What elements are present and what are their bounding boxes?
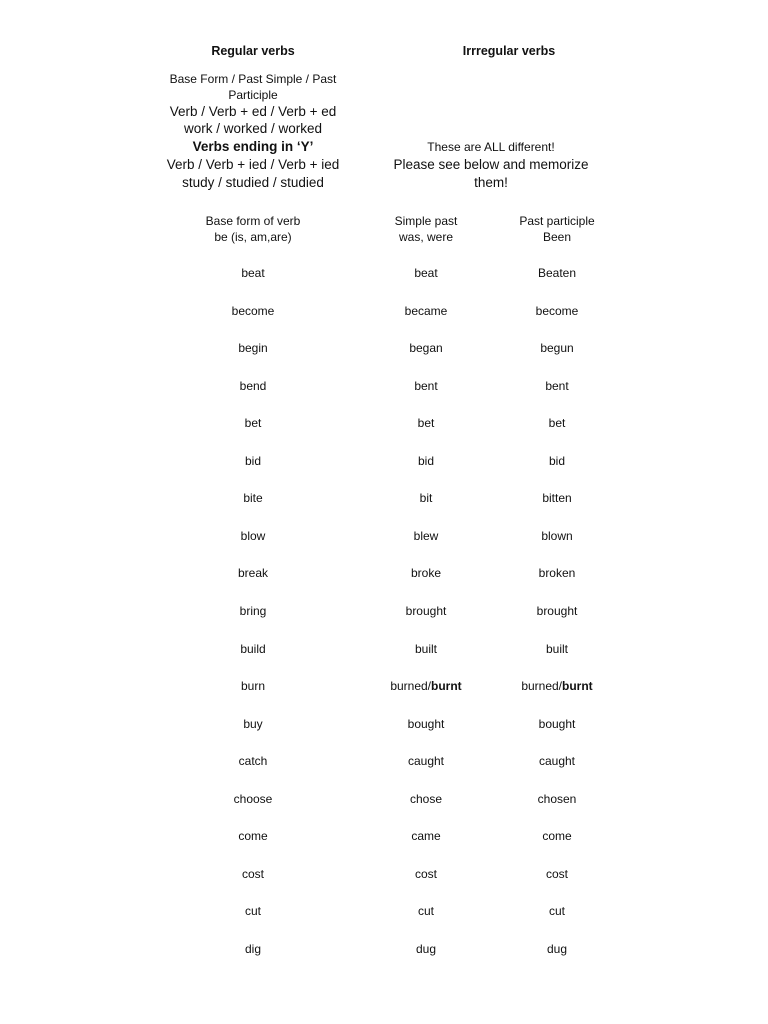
cell-simple-past: blew bbox=[413, 529, 439, 543]
cell-past-participle: cost bbox=[545, 867, 568, 881]
cell-base: bend bbox=[239, 379, 267, 393]
cell-simple-past: came bbox=[411, 829, 441, 843]
cell-simple-past: bid bbox=[417, 454, 434, 468]
cell-base: choose bbox=[233, 792, 273, 806]
y-verbs-example: study / studied / studied bbox=[182, 175, 324, 190]
first-row-base: be (is, am,are) bbox=[214, 230, 292, 244]
cell-base: catch bbox=[238, 754, 268, 768]
cell-past-participle bbox=[487, 679, 627, 693]
cell-past-participle: blown bbox=[541, 529, 573, 543]
cell-past-participle: built bbox=[545, 642, 568, 656]
cell-simple-past: built bbox=[414, 642, 437, 656]
regular-pattern: Verb / Verb + ed / Verb + ed bbox=[169, 104, 337, 119]
cell-base: bet bbox=[244, 416, 262, 430]
cell-simple-past: dug bbox=[415, 942, 437, 956]
cell-past-participle: cut bbox=[548, 904, 565, 918]
cell-simple-past: bet bbox=[417, 416, 435, 430]
header-base-label: Base form of verb bbox=[205, 214, 301, 228]
cell-past-participle: broken bbox=[538, 566, 576, 580]
first-row-past-participle: Been bbox=[542, 230, 572, 244]
header-past-participle-label: Past participle bbox=[519, 214, 595, 228]
irregular-instruction bbox=[371, 156, 611, 191]
y-verbs-pattern: Verb / Verb + ied / Verb + ied bbox=[166, 157, 340, 172]
cell-base: come bbox=[238, 829, 268, 843]
cell-past-participle: bid bbox=[548, 454, 565, 468]
regular-verbs-title: Regular verbs bbox=[211, 44, 295, 58]
y-verbs-heading: Verbs ending in ‘Y’ bbox=[192, 139, 314, 154]
cell-past-participle: bought bbox=[538, 717, 576, 731]
irregular-instruction-line2: them! bbox=[474, 174, 508, 190]
cell-simple-past: cut bbox=[417, 904, 434, 918]
cell-base: burn bbox=[240, 679, 266, 693]
irregular-form: burnt bbox=[562, 679, 593, 693]
cell-base: buy bbox=[243, 717, 263, 731]
cell-past-participle: brought bbox=[536, 604, 578, 618]
cell-past-participle: bet bbox=[548, 416, 566, 430]
cell-past-participle: bent bbox=[545, 379, 569, 393]
cell-simple-past: bought bbox=[407, 717, 445, 731]
cell-base: dig bbox=[244, 942, 261, 956]
cell-simple-past: cost bbox=[414, 867, 437, 881]
cell-simple-past: broke bbox=[410, 566, 442, 580]
cell-past-participle: dug bbox=[546, 942, 568, 956]
cell-simple-past: brought bbox=[405, 604, 447, 618]
cell-base: bite bbox=[243, 491, 263, 505]
cell-simple-past: beat bbox=[414, 266, 438, 280]
header-simple-past-label: Simple past bbox=[394, 214, 458, 228]
cell-simple-past: caught bbox=[407, 754, 445, 768]
cell-past-participle: begun bbox=[540, 341, 574, 355]
cell-simple-past bbox=[356, 679, 496, 693]
regular-subtitle-line1: Base Form / Past Simple / Past bbox=[169, 72, 337, 86]
first-row-simple-past: was, were bbox=[398, 230, 454, 244]
cell-simple-past: bent bbox=[414, 379, 438, 393]
cell-base: cost bbox=[241, 867, 264, 881]
cell-simple-past: chose bbox=[409, 792, 443, 806]
cell-base: break bbox=[237, 566, 269, 580]
cell-base: cut bbox=[244, 904, 261, 918]
regular-form: burned/ bbox=[390, 679, 432, 693]
cell-past-participle: Beaten bbox=[537, 266, 577, 280]
cell-base: begin bbox=[238, 341, 268, 355]
cell-base: bring bbox=[239, 604, 267, 618]
regular-form: burned/ bbox=[521, 679, 563, 693]
cell-base: blow bbox=[240, 529, 266, 543]
regular-subtitle-line2: Participle bbox=[228, 88, 278, 102]
cell-past-participle: caught bbox=[538, 754, 576, 768]
regular-example: work / worked / worked bbox=[183, 121, 323, 136]
cell-past-participle: bitten bbox=[542, 491, 572, 505]
column-header-past-participle bbox=[487, 213, 627, 245]
irregular-note: These are ALL different! bbox=[427, 140, 555, 154]
cell-base: become bbox=[231, 304, 275, 318]
cell-base: bid bbox=[244, 454, 261, 468]
irregular-verbs-title: Irrregular verbs bbox=[462, 44, 556, 58]
cell-base: beat bbox=[241, 266, 265, 280]
irregular-form: burnt bbox=[431, 679, 462, 693]
cell-base: build bbox=[240, 642, 266, 656]
column-header-base bbox=[173, 213, 333, 245]
cell-simple-past: became bbox=[404, 304, 448, 318]
cell-simple-past: bit bbox=[419, 491, 433, 505]
irregular-instruction-line1: Please see below and memorize bbox=[393, 157, 589, 172]
cell-past-participle: come bbox=[542, 829, 572, 843]
regular-verbs-subtitle bbox=[153, 71, 353, 103]
cell-simple-past: began bbox=[409, 341, 443, 355]
column-header-simple-past bbox=[356, 213, 496, 245]
cell-past-participle: chosen bbox=[537, 792, 577, 806]
cell-past-participle: become bbox=[535, 304, 579, 318]
